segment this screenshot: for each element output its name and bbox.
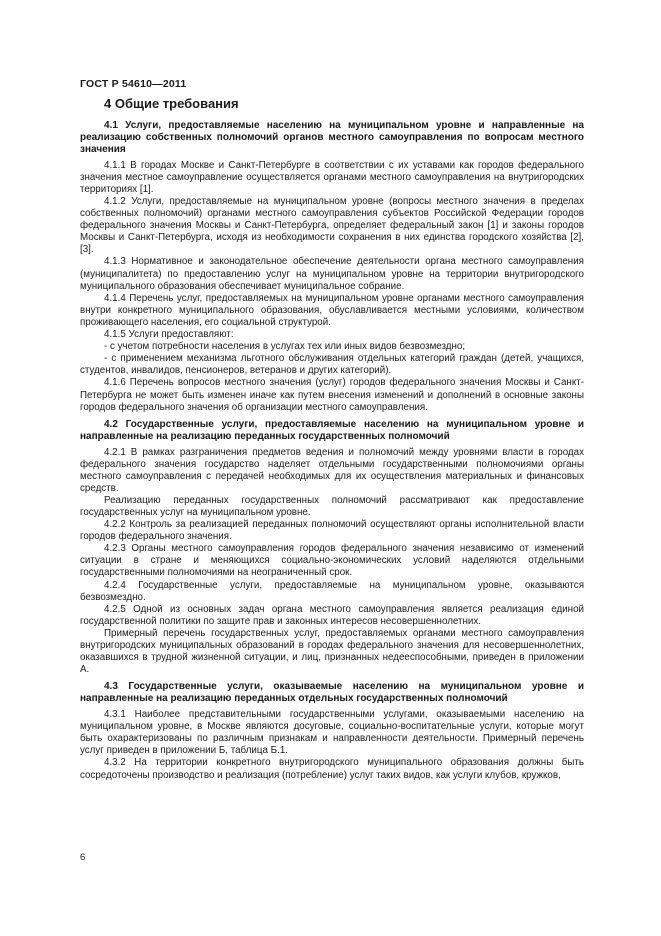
paragraph-4-1-3: 4.1.3 Нормативное и законодательное обеспечение деятельности органа местного самоуправления (муниципалитета) по предоставлению услуг на муниципальном уровне на территории внутригородского муниципального образования обеспечивает муниципальное собрание. [80, 256, 584, 292]
document-header: ГОСТ Р 54610—2011 [80, 78, 187, 90]
paragraph-4-1-4: 4.1.4 Перечень услуг, предоставляемых на муниципальном уровне органами местного самоуправления внутри конкретного муниципального образования, обуславливается местными условиями, количеством проживающего населения, его социальной структурой. [80, 292, 584, 328]
subsection-heading-4-1: 4.1 Услуги, предоставляемые населению на муниципальном уровне и направленные на реализацию собственных полномочий органов местного самоуправления по вопросам местного значения [80, 120, 584, 155]
paragraph-4-2-2: 4.2.2 Контроль за реализацией переданных полномочий осуществляют органы исполнительной власти городов федерального значения. [80, 519, 584, 543]
paragraph: Примерный перечень государственных услуг, предоставляемых органами местного самоуправления внутригородских муниципальных образований в городах федерального значения для несовершеннолетних, оказавшихся в трудной жизненной ситуации, и лиц, признанных недееспособными, приведен в приложении А. [80, 627, 584, 676]
paragraph-4-3-2: 4.3.2 На территории конкретного внутригородского муниципального образования должны быть сосредоточены производство и реализация (потребление) услуг таких видов, как услуги клубов, кружков, [80, 757, 584, 781]
list-item: - с учетом потребности населения в услугах тех или иных видов безвозмездно; [104, 341, 466, 353]
document-body [80, 96, 584, 782]
subsection-heading-4-3: 4.3 Государственные услуги, оказываемые населению на муниципальном уровне и направленные на реализацию переданных отдельных государственных полномочий [80, 681, 584, 705]
paragraph-4-3-1: 4.3.1 Наиболее представительными государственными услугами, оказываемыми населению на муниципальном уровне, в Москве являются досуговые, социально-воспитательные услуги, которые могут быть охарактеризованы по различным признакам и направленности деятельности. Примерный перечень услуг приведен в приложении Б, таблица Б.1. [80, 709, 584, 757]
paragraph-4-1-2: 4.1.2 Услуги, предоставляемые на муниципальном уровне (вопросы местного значения в пределах собственных полномочий) органами местного самоуправления субъектов Российской Федерации городов федерального значения Москвы и Санкт-Петербурга, определяет федеральный закон [1] и законы городов Москвы и Санкт-Петербурга, исходя из необходимости сохранения в них единства городского хозяйства [2], [3]. [80, 196, 584, 256]
paragraph-4-1-1: 4.1.1 В городах Москве и Санкт-Петербурге в соответствии с их уставами как городов федерального значения местное самоуправление осуществляется органами местного самоуправления на внутригородских территориях [1]. [80, 159, 584, 195]
paragraph-4-2-1: 4.2.1 В рамках разграничения предметов ведения и полномочий между уровнями власти в городах федерального значения государство наделяет отдельными государственными полномочиями органы местного самоуправления с передачей необходимых для их осуществления материальных и финансовых средств. [80, 446, 584, 494]
subsection-heading-4-2: 4.2 Государственные услуги, предоставляемые населению на муниципальном уровне и направленные на реализацию переданных государственных полномочий [80, 418, 584, 442]
paragraph-4-2-3: 4.2.3 Органы местного самоуправления городов федерального значения независимо от изменений ситуации в стране и меняющихся социально-экономических условий наделяются отдельными государственными полномочиями на неограниченный срок. [80, 543, 584, 579]
paragraph-4-1-6: 4.1.6 Перечень вопросов местного значения (услуг) городов федерального значения Москвы и Санкт-Петербурга не может быть изменен иначе как путем внесения изменений и дополнений в основные законы городов федерального значения об организации местного самоуправления. [80, 377, 584, 413]
paragraph-4-2-5: 4.2.5 Одной из основных задач органа местного самоуправления является реализация единой государственной политики по защите прав и законных интересов несовершеннолетних. [80, 603, 584, 627]
list-item: - с применением механизма льготного обслуживания отдельных категорий граждан (детей, учащихся, студентов, инвалидов, пенсионеров, ветеранов и других категорий). [80, 353, 584, 377]
paragraph: Реализацию переданных государственных полномочий рассматривают как предоставление государственных услуг на муниципальном уровне. [80, 494, 584, 518]
page-number: 6 [80, 852, 86, 863]
paragraph-4-1-5: 4.1.5 Услуги предоставляют: [104, 329, 234, 341]
paragraph-4-2-4: 4.2.4 Государственные услуги, предоставляемые на муниципальном уровне, оказываются безвозмездно. [80, 579, 584, 603]
section-title: 4 Общие требования [104, 96, 239, 111]
